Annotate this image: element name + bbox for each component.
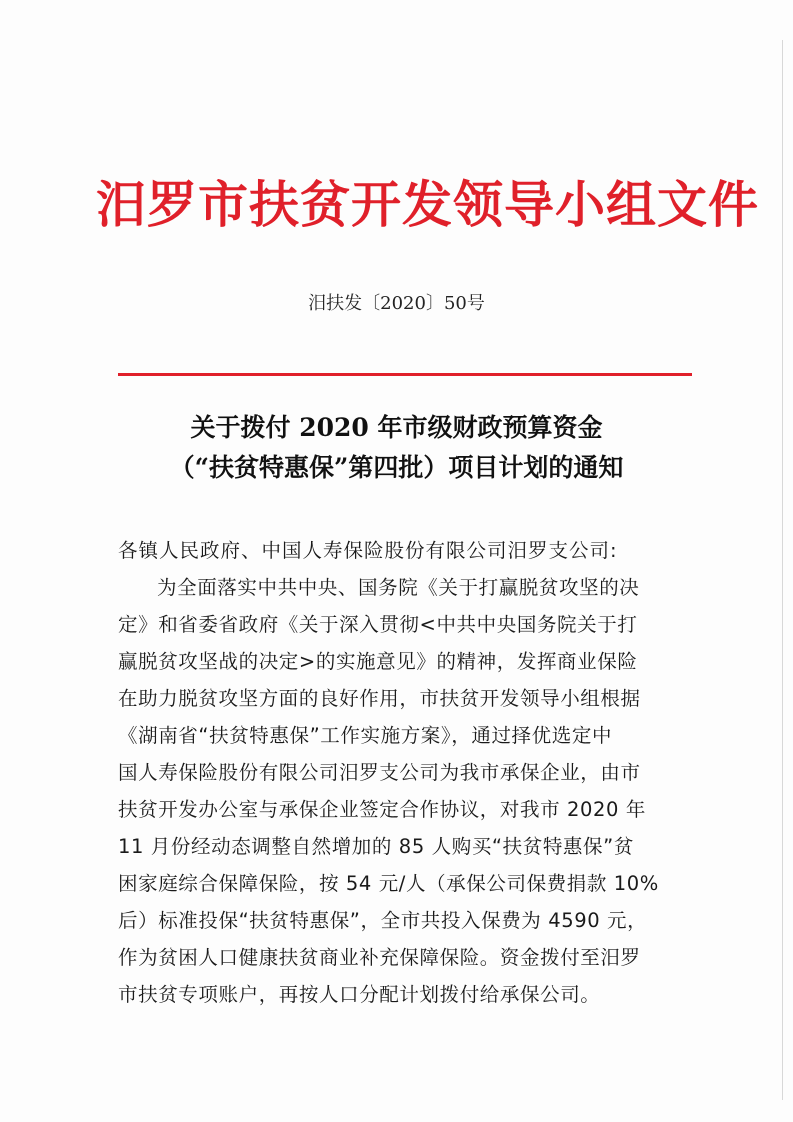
body-line: 扶贫开发办公室与承保企业签定合作协议，对我市 2020 年 [118, 798, 646, 821]
body-line: 《湖南省“扶贫特惠保”工作实施方案》，通过择优选定中 [118, 724, 613, 747]
scan-edge-line [782, 40, 783, 1100]
body-line: 国人寿保险股份有限公司汨罗支公司为我市承保企业，由市 [118, 761, 641, 784]
red-divider-line [118, 373, 692, 376]
notice-body [118, 532, 692, 1013]
body-line: 后）标准投保“扶贫特惠保”，全市共投入保费为 4590 元， [118, 909, 648, 932]
document-header-title: 汨罗市扶贫开发领导小组文件 [96, 175, 759, 234]
notice-subject [0, 408, 793, 488]
subject-line-1: 关于拨付 2020 年市级财政预算资金 [190, 413, 603, 442]
body-line: 市扶贫专项账户，再按人口分配计划拨付给承保公司。 [118, 983, 601, 1006]
body-line: 11 月份经动态调整自然增加的 85 人购买“扶贫特惠保”贫 [118, 835, 634, 858]
salutation: 各镇人民政府、中国人寿保险股份有限公司汨罗支公司: [118, 539, 618, 562]
document-number: 汨扶发〔2020〕50号 [308, 293, 485, 314]
body-line: 作为贫困人口健康扶贫商业补充保障保险。资金拨付至汨罗 [118, 946, 641, 969]
subject-line-2: （“扶贫特惠保”第四批）项目计划的通知 [169, 453, 624, 482]
body-line: 定》和省委省政府《关于深入贯彻<中共中央国务院关于打 [118, 613, 638, 636]
body-line: 为全面落实中共中央、国务院《关于打赢脱贫攻坚的决 [157, 576, 640, 599]
body-line: 赢脱贫攻坚战的决定>的实施意见》的精神，发挥商业保险 [118, 650, 638, 673]
body-line: 困家庭综合保障保险，按 54 元/人（承保公司保费捐款 10% [118, 872, 659, 895]
body-line: 在助力脱贫攻坚方面的良好作用，市扶贫开发领导小组根据 [118, 687, 641, 710]
